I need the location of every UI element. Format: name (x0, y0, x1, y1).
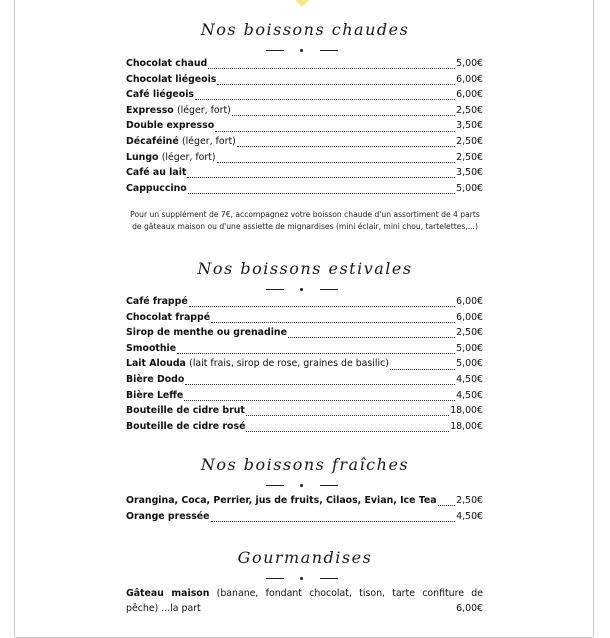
menu-item-price: 4,50€ (456, 373, 483, 385)
menu-item-name (126, 136, 236, 147)
menu-item-price: 6,00€ (456, 89, 483, 101)
gateau-maison-item (126, 586, 483, 616)
item-name-text: Chocolat frappé (126, 311, 211, 323)
summer-drinks-list (126, 296, 483, 436)
item-name-text: Orangina, Coca, Perrier, jus de fruits, Cilaos, Evian, Ice Tea (126, 495, 437, 506)
item-name-text: Lait Alouda (126, 358, 186, 370)
menu-item-name (126, 105, 231, 116)
dot-leader (184, 400, 455, 401)
menu-item-row (126, 152, 483, 168)
item-name-text: Bière Dodo (126, 373, 185, 385)
dot-leader (237, 146, 455, 147)
item-detail-text: (léger, fort) (177, 104, 231, 116)
item-name-text: Chocolat liégeois (126, 73, 217, 85)
menu-item-price: 4,50€ (456, 389, 483, 401)
menu-item-row (126, 89, 483, 105)
item-detail-text: (lait frais, sirop de rose, graines de basilic) (189, 358, 389, 370)
item-name-text: Bouteille de cidre rosé (126, 420, 246, 432)
menu-item-name (126, 120, 214, 131)
dot-leader (246, 415, 449, 416)
item-name-text: Expresso (126, 104, 174, 116)
gateau-name: Gâteau maison (126, 588, 210, 599)
item-name-text: Lungo (126, 151, 159, 163)
section-title-hot-drinks: Nos boissons chaudes (200, 20, 410, 39)
dot-leader (232, 115, 455, 116)
note-line: Pour un supplément de 7€, accompagnez votre boisson chaude d'un assortiment de 4 parts (130, 210, 480, 219)
menu-item-name (126, 358, 389, 369)
menu-item-name (126, 152, 216, 163)
item-name-text: Smoothie (126, 342, 177, 354)
dot-leader (195, 99, 455, 100)
menu-item-name (126, 74, 216, 85)
menu-item-row (126, 374, 483, 390)
menu-item-row (126, 183, 483, 199)
menu-item-price: 18,00€ (450, 420, 483, 432)
supplement-note (120, 209, 490, 233)
menu-item-row (126, 327, 483, 343)
item-name-text: Bouteille de cidre brut (126, 405, 245, 417)
menu-item-price: 6,00€ (456, 296, 483, 307)
section-title-cold-drinks: Nos boissons fraîches (200, 455, 410, 474)
menu-item-price: 5,00€ (456, 58, 483, 69)
dot-leader (438, 505, 456, 506)
dot-leader (215, 131, 455, 132)
menu-item-name (126, 167, 186, 178)
menu-item-price: 2,50€ (456, 104, 483, 116)
menu-item-name (126, 343, 176, 354)
title-ornament (262, 285, 342, 295)
menu-item-row (126, 390, 483, 406)
item-name-text: Sirop de menthe ou grenadine (126, 327, 287, 339)
menu-item-price: 2,50€ (456, 151, 483, 163)
dot-leader (211, 322, 455, 323)
menu-item-price: 3,50€ (456, 167, 483, 179)
menu-item-row (126, 511, 483, 527)
menu-item-row (126, 58, 483, 74)
menu-item-row (126, 358, 483, 374)
title-ornament (262, 574, 342, 584)
menu-item-name (126, 390, 183, 401)
menu-item-price: 4,50€ (456, 510, 483, 522)
menu-item-price: 6,00€ (456, 311, 483, 323)
menu-item-price: 6,00€ (456, 73, 483, 85)
item-detail-text: (léger, fort) (161, 151, 216, 163)
menu-item-price: 5,00€ (456, 342, 483, 354)
menu-item-row (126, 136, 483, 152)
menu-item-row (126, 312, 483, 328)
dot-leader (390, 369, 455, 370)
menu-item-name (126, 374, 184, 385)
item-detail-text: (léger, fort) (181, 135, 236, 147)
menu-item-price: 2,50€ (456, 135, 483, 147)
section-title-summer-drinks: Nos boissons estivales (197, 259, 413, 278)
menu-item-name (126, 495, 437, 506)
menu-item-name (126, 312, 210, 323)
item-name-text: Chocolat chaud (126, 58, 208, 69)
menu-item-row (126, 405, 483, 421)
cold-drinks-list (126, 495, 483, 526)
gateau-price: 6,00€ (456, 603, 483, 614)
dot-leader (188, 193, 455, 194)
item-name-text: Double expresso (126, 120, 215, 132)
item-name-text: Café au lait (126, 167, 187, 179)
menu-item-name (126, 405, 245, 416)
menu-item-row (126, 343, 483, 359)
menu-item-row (126, 495, 483, 511)
menu-item-row (126, 167, 483, 183)
gateau-suffix: ...la part (161, 603, 201, 614)
menu-item-price: 18,00€ (450, 405, 483, 417)
menu-item-row (126, 105, 483, 121)
menu-item-price: 3,50€ (456, 120, 483, 132)
item-name-text: Cappuccino (126, 182, 187, 194)
note-line: de gâteaux maison ou d'une assiette de mignardises (mini éclair, mini chou, tartelettes,...) (132, 222, 478, 231)
item-name-text: Café frappé (126, 296, 188, 307)
dot-leader (211, 521, 456, 522)
title-ornament (262, 46, 342, 56)
menu-item-row (126, 120, 483, 136)
dot-leader (187, 177, 455, 178)
menu-item-name (126, 421, 245, 432)
item-name-text: Bière Leffe (126, 389, 184, 401)
menu-item-row (126, 296, 483, 312)
menu-item-price: 5,00€ (456, 358, 483, 370)
menu-item-price: 2,50€ (456, 495, 483, 506)
menu-item-name (126, 327, 287, 338)
menu-item-name (126, 89, 194, 100)
dot-leader (217, 84, 455, 85)
menu-item-price: 2,50€ (456, 327, 483, 339)
title-ornament (262, 481, 342, 491)
dot-leader (208, 68, 455, 69)
dot-leader (246, 431, 449, 432)
hot-drinks-list (126, 58, 483, 198)
menu-item-row (126, 74, 483, 90)
dot-leader (288, 337, 455, 338)
item-name-text: Orange pressée (126, 510, 210, 522)
menu-item-name (126, 183, 187, 194)
menu-item-name (126, 511, 210, 522)
menu-item-row (126, 421, 483, 437)
menu-item-name (126, 296, 188, 307)
item-name-text: Café liégeois (126, 89, 194, 101)
menu-item-price: 5,00€ (456, 182, 483, 194)
dot-leader (217, 162, 456, 163)
section-title-gourmandises: Gourmandises (237, 548, 373, 567)
item-name-text: Décaféiné (126, 135, 179, 147)
dot-leader (177, 353, 455, 354)
dot-leader (185, 384, 455, 385)
dot-leader (189, 306, 455, 307)
menu-item-name (126, 58, 207, 69)
gateau-note: (banane, fondant chocolat, tison, tarte confiture de pêche) (126, 588, 483, 614)
